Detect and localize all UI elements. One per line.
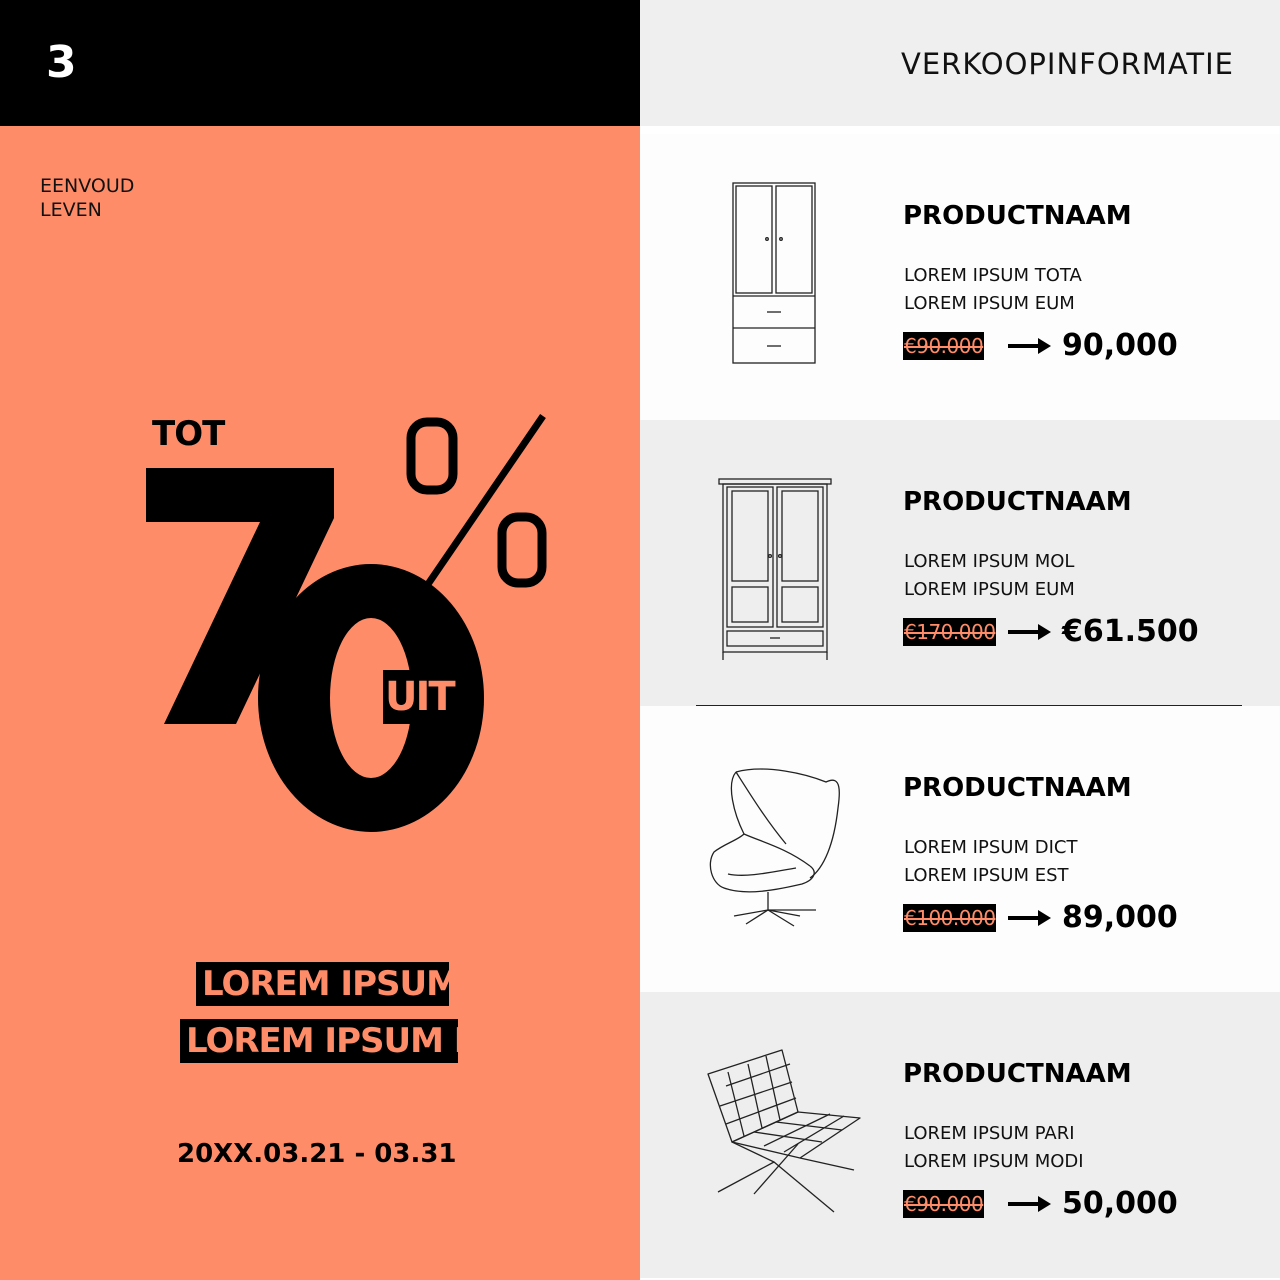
promo-panel [0,126,640,1280]
new-price: €61.500 [1062,614,1199,649]
brand-line-1: EENVOUD [40,175,135,197]
header-grey-bar [640,0,1280,126]
product-desc-2: LOREM IPSUM EUM [904,579,1075,600]
product-desc-2: LOREM IPSUM EUM [904,293,1075,314]
uit-badge [383,670,459,724]
product-desc-1: LOREM IPSUM DICT [904,837,1078,858]
arrow-right-icon [1008,622,1052,642]
product-card-1[interactable] [640,134,1280,420]
old-price: €170.000 [904,620,996,644]
old-price: €100.000 [904,906,996,930]
product-desc-2: LOREM IPSUM MODI [904,1151,1084,1172]
new-price: 50,000 [1062,1186,1178,1221]
page-number: 3 [46,37,77,88]
product-card-4[interactable] [640,992,1280,1278]
product-desc-2: LOREM IPSUM EST [904,865,1069,886]
uit-label: UIT [385,674,454,720]
product-name: PRODUCTNAAM [903,201,1132,231]
egg-chair-icon [706,764,846,934]
product-desc-1: LOREM IPSUM MOL [904,551,1075,572]
promo-line-1: LOREM IPSUM [196,962,449,1006]
product-card-2[interactable] [640,420,1280,706]
promo-line-2: LOREM IPSUM D [180,1019,458,1063]
product-name: PRODUCTNAAM [903,773,1132,803]
product-desc-1: LOREM IPSUM PARI [904,1123,1075,1144]
arrow-right-icon [1008,908,1052,928]
wardrobe-with-drawers-icon [732,182,816,364]
lounge-chair-icon [704,1046,868,1218]
brand-line-2: LEVEN [40,199,102,221]
brand-name [40,174,134,222]
new-price: 90,000 [1062,328,1178,363]
arrow-right-icon [1008,336,1052,356]
product-desc-1: LOREM IPSUM TOTA [904,265,1082,286]
percent-sign [400,406,560,606]
header-black-bar [0,0,640,126]
sale-date-range: 20XX.03.21 - 03.31 [177,1139,457,1169]
product-name: PRODUCTNAAM [903,487,1132,517]
old-price: €90.000 [904,1192,984,1216]
tot-label: TOT [152,414,225,454]
arrow-right-icon [1008,1194,1052,1214]
product-card-3[interactable] [640,706,1280,992]
header-title: VERKOOPINFORMATIE [901,47,1234,81]
cabinet-icon [718,476,834,662]
old-price: €90.000 [904,334,984,358]
new-price: 89,000 [1062,900,1178,935]
product-name: PRODUCTNAAM [903,1059,1132,1089]
